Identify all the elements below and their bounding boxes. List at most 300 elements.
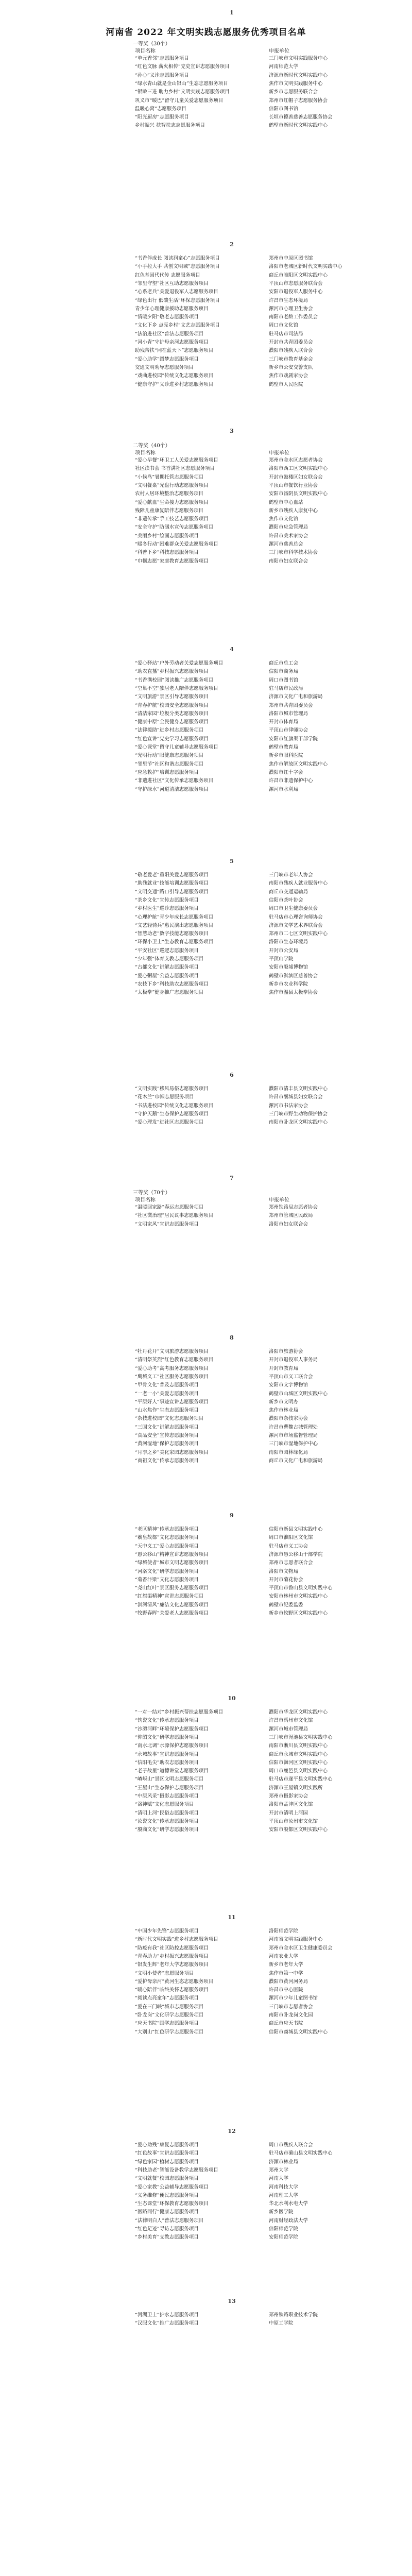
table-row xyxy=(0,1927,412,1936)
table-row xyxy=(0,297,412,305)
project-name: “卧龙岗”文化研学志愿服务项目 xyxy=(135,2012,204,2018)
project-name: “新时代文明实践”进乡村志愿服务项目 xyxy=(135,1937,218,1943)
award-section-label: 一等奖（30个） xyxy=(133,41,170,47)
project-name: “鹰城义工”社区服务志愿服务项目 xyxy=(135,1374,209,1380)
project-name: “文明旅游”景区引导志愿服务项目 xyxy=(135,694,209,700)
column-header-unit: 申报单位 xyxy=(269,48,289,54)
table-row xyxy=(0,2319,412,2328)
applicant-unit: 安阳市殷墟博物馆 xyxy=(269,964,308,971)
project-name: “中原风采”摄影志愿服务项目 xyxy=(135,1793,199,1799)
project-name: “小手拉大手 共创文明城”志愿服务项目 xyxy=(135,264,220,270)
table-row xyxy=(0,1365,412,1373)
table-row xyxy=(0,879,412,888)
applicant-unit: 南阳市残疾人就业服务中心 xyxy=(269,880,328,887)
applicant-unit: 平顶山市志愿服务联合会 xyxy=(269,280,323,286)
project-name: 青少年心理健康援助志愿服务项目 xyxy=(135,306,209,312)
table-row xyxy=(0,1601,412,1609)
table-row xyxy=(0,2233,412,2242)
applicant-unit: 郑州市金水区志愿者协会 xyxy=(269,457,323,463)
applicant-unit: 周口市文化馆 xyxy=(269,323,299,329)
project-name: “王屋山”生态保护志愿服务项目 xyxy=(135,1785,204,1791)
applicant-unit: 郑州市摄影家协会 xyxy=(269,1793,308,1799)
applicant-unit: 驻马店市司法局 xyxy=(269,331,303,337)
project-name: “戏曲进校园”传统文化志愿服务项目 xyxy=(135,373,214,379)
project-name: “汉服文化”推广志愿服务项目 xyxy=(135,2320,199,2327)
applicant-unit: 濮阳市杂技家协会 xyxy=(269,1416,308,1422)
table-row xyxy=(0,272,412,280)
project-name: “小候鸟”暑期托管志愿服务项目 xyxy=(135,474,204,480)
applicant-unit: 南阳市园林绿化局 xyxy=(269,1449,308,1455)
column-header-project: 项目名称 xyxy=(135,48,156,54)
project-name: “爱心助残”康复志愿服务项目 xyxy=(135,2142,199,2148)
applicant-unit: 开封市公安局 xyxy=(269,947,299,954)
project-name: “阳光厨房”志愿服务项目 xyxy=(135,114,189,121)
table-row xyxy=(0,2158,412,2166)
applicant-unit: 商丘市文化广电和旅游局 xyxy=(269,1458,323,1464)
project-name: “文明交通”路口引导志愿服务项目 xyxy=(135,889,209,895)
applicant-unit: 新乡市志愿服务联合会 xyxy=(269,89,318,95)
project-name: “爱护母亲河”黄河生态志愿服务项目 xyxy=(135,1978,214,1985)
project-name: “健康守护”义诊进乡村志愿服务项目 xyxy=(135,381,214,387)
project-name: “守护天鹅”生态保护志愿服务项目 xyxy=(135,1111,209,1117)
table-row xyxy=(0,1734,412,1742)
applicant-unit: 洛阳市老城区新时代文明实践中心 xyxy=(269,264,342,270)
table-row xyxy=(0,1792,412,1801)
project-name: “青春护航”校园安全志愿服务项目 xyxy=(135,702,209,708)
applicant-unit: 濮阳市残疾人联合会 xyxy=(269,348,313,354)
project-name: “清明上河”民俗志愿服务项目 xyxy=(135,1810,199,1816)
project-name: “爱心助考”高考服务志愿服务项目 xyxy=(135,1365,209,1371)
table-row xyxy=(0,1551,412,1559)
applicant-unit: 许昌市中心医院 xyxy=(269,1987,303,1993)
table-row xyxy=(0,1708,412,1717)
project-name: “敬老爱老”重阳关爱志愿服务项目 xyxy=(135,872,209,878)
applicant-unit: 河南理工大学 xyxy=(269,2192,299,2198)
applicant-unit: 郑州市志愿者联合会 xyxy=(269,1560,313,1566)
project-name: “光明行动”眼健康志愿服务项目 xyxy=(135,753,204,759)
page-number: 11 xyxy=(228,1914,236,1921)
table-row xyxy=(0,2200,412,2208)
project-name: “南水北调”水源保护志愿服务项目 xyxy=(135,1743,209,1749)
project-name: “应天书院”国学志愿服务项目 xyxy=(135,2021,199,2027)
project-name: “嵖岈山”景区文明志愿服务项目 xyxy=(135,1776,204,1783)
table-row xyxy=(0,786,412,794)
applicant-unit: 洛阳市西工区文明实践中心 xyxy=(269,466,328,472)
project-name: “青春助力”乡村振兴志愿服务项目 xyxy=(135,1953,209,1959)
table-row xyxy=(0,2149,412,2158)
project-name: “科技助老”智能设备教学志愿服务项目 xyxy=(135,2167,218,2173)
table-row xyxy=(0,659,412,668)
table-row xyxy=(0,1944,412,1953)
project-name: “助农直播”乡村振兴志愿服务项目 xyxy=(135,669,209,675)
project-name: “科普下乡”科技志愿服务项目 xyxy=(135,550,199,556)
applicant-unit: 焦作市文化馆 xyxy=(269,516,299,522)
applicant-unit: 郑州市红帽子志愿服务协会 xyxy=(269,97,328,104)
column-header-project: 项目名称 xyxy=(135,1197,156,1203)
table-row xyxy=(0,947,412,955)
project-name: “环保小卫士”生态教育志愿服务项目 xyxy=(135,939,214,945)
applicant-unit: 焦作市第一中学 xyxy=(269,1970,303,1976)
project-name: “爱心家教”公益辅导志愿服务项目 xyxy=(135,2184,209,2190)
applicant-unit: 漯河市心理卫生协会 xyxy=(269,306,313,312)
project-name: “三国文化”讲解志愿服务项目 xyxy=(135,1424,199,1430)
applicant-unit: 长垣市德善慈善志愿服务协会 xyxy=(269,114,333,121)
table-row xyxy=(0,955,412,963)
doc-page xyxy=(0,1914,412,2110)
project-name: “平安社区”巡逻志愿服务项目 xyxy=(135,947,199,954)
table-row xyxy=(0,2225,412,2233)
project-name: “阅读点亮童年”志愿服务项目 xyxy=(135,1995,199,2002)
project-name: “商祖文化”传承志愿服务项目 xyxy=(135,1458,199,1464)
project-name: 巩义市“暖巴”留守儿童关爱志愿服务项目 xyxy=(135,97,224,104)
table-row xyxy=(0,1784,412,1792)
applicant-unit: 商丘市应天书院 xyxy=(269,2021,303,2027)
table-row xyxy=(0,718,412,726)
table-row xyxy=(0,1110,412,1118)
applicant-unit: 南阳市卧龙岗文化园 xyxy=(269,2012,313,2018)
applicant-unit: 济源市王屋镇文明实践所 xyxy=(269,1785,323,1791)
project-name: “乡村美育”支教志愿服务项目 xyxy=(135,2234,199,2241)
table-row xyxy=(0,1204,412,1212)
project-name: “天中义工”爱心志愿服务项目 xyxy=(135,1543,199,1549)
applicant-unit: 焦作市解放区文明实践中心 xyxy=(269,761,328,767)
project-name: “孙心”义诊志愿服务项目 xyxy=(135,72,189,78)
table-row xyxy=(0,896,412,905)
project-name: “甲骨文化”普及志愿服务项目 xyxy=(135,1382,199,1388)
applicant-unit: 驻马店市义工协会 xyxy=(269,1543,308,1549)
applicant-unit: 开封市鼓楼区妇女联合会 xyxy=(269,474,323,480)
applicant-unit: 河南科技大学 xyxy=(269,2184,299,2190)
table-row xyxy=(0,1809,412,1818)
project-name: “清洁家园”垃圾分类志愿服务项目 xyxy=(135,710,209,717)
applicant-unit: 驻马店市确山县文明实践中心 xyxy=(269,2150,333,2157)
award-section-label: 二等奖（40个） xyxy=(133,443,170,449)
table-row xyxy=(0,922,412,930)
applicant-unit: 新乡市农业科学院 xyxy=(269,981,308,987)
applicant-unit: 南阳市卧龙区文明实践中心 xyxy=(269,1120,328,1126)
applicant-unit: 许昌市生态环境局 xyxy=(269,297,308,303)
applicant-unit: 郑州市共青团委员会 xyxy=(269,702,313,708)
doc-page xyxy=(0,241,412,437)
applicant-unit: 焦作市温县太极拳协会 xyxy=(269,990,318,996)
applicant-unit: 许昌市禹州市文化馆 xyxy=(269,1718,313,1724)
applicant-unit: 周口市图书馆 xyxy=(269,677,299,683)
applicant-unit: 三门峡市文明实践服务中心 xyxy=(269,56,328,61)
table-row xyxy=(0,355,412,364)
table-row xyxy=(0,1818,412,1826)
applicant-unit: 河南农业大学 xyxy=(269,1953,299,1959)
project-name: “羲皇故都”文化志愿服务项目 xyxy=(135,1535,199,1541)
project-name: “巾帼志愿”家庭教育志愿服务项目 xyxy=(135,558,209,564)
project-name: “黄河湿地”保护志愿服务项目 xyxy=(135,1441,199,1447)
table-row xyxy=(0,97,412,105)
page-number: 13 xyxy=(228,2298,236,2304)
project-name: “暖冬行动”困难群众关爱志愿服务项目 xyxy=(135,541,218,547)
table-row xyxy=(0,305,412,313)
project-name: “河小青”守护母亲河志愿服务项目 xyxy=(135,340,209,345)
applicant-unit: 鹤壁市教育局 xyxy=(269,744,299,750)
applicant-unit: 河南师范大学 xyxy=(269,64,299,70)
applicant-unit: 许昌市美术家协会 xyxy=(269,533,308,539)
applicant-unit: 安阳市殷都区文明实践中心 xyxy=(269,1827,328,1833)
applicant-unit: 周口市卫生健康委员会 xyxy=(269,906,318,912)
table-row xyxy=(0,2020,412,2028)
table-row xyxy=(0,1584,412,1592)
applicant-unit: 平顶山学院 xyxy=(269,956,294,962)
table-row xyxy=(0,507,412,515)
project-name: “洛神赋”文化志愿服务项目 xyxy=(135,1802,194,1808)
applicant-unit: 鹤壁市山城区文明实践中心 xyxy=(269,1391,328,1397)
table-row xyxy=(0,482,412,490)
table-row xyxy=(0,1085,412,1093)
applicant-unit: 郑州铁路职业技术学院 xyxy=(269,2312,318,2318)
project-name: “法律援助”进乡村志愿服务项目 xyxy=(135,727,204,734)
page-number: 10 xyxy=(228,1695,236,1702)
table-row xyxy=(0,769,412,777)
table-row xyxy=(0,122,412,130)
applicant-unit: 开封市退役军人事务局 xyxy=(269,1357,318,1363)
table-row xyxy=(0,1801,412,1809)
project-name: “非遗进社区”文化传承志愿服务项目 xyxy=(135,778,214,784)
applicant-unit: 开封市菊花协会 xyxy=(269,1577,303,1583)
project-name: “银发生辉”老年大学志愿服务项目 xyxy=(135,1962,209,1968)
applicant-unit: 信阳市商务局 xyxy=(269,669,299,675)
table-row xyxy=(0,1348,412,1356)
applicant-unit: 鹤壁市淇滨区慈善协会 xyxy=(269,973,318,979)
table-row xyxy=(0,1609,412,1618)
project-name: “邻里节”社区和谐志愿服务项目 xyxy=(135,761,204,767)
table-row xyxy=(0,105,412,113)
project-name: “淇河清风”廉洁文化志愿服务项目 xyxy=(135,1602,209,1608)
applicant-unit: 鹤壁市人民医院 xyxy=(269,381,303,387)
applicant-unit: 焦作市戏剧家协会 xyxy=(269,373,308,379)
applicant-unit: 许昌市曹魏古城管理处 xyxy=(269,1424,318,1430)
table-row xyxy=(0,2028,412,2037)
applicant-unit: 开封市共青团委员会 xyxy=(269,340,313,345)
page-number: 9 xyxy=(230,1512,234,1519)
table-row xyxy=(0,2183,412,2192)
table-row xyxy=(0,499,412,507)
table-row xyxy=(0,2166,412,2175)
project-name: “古都文化”讲解志愿服务项目 xyxy=(135,964,199,971)
table-row xyxy=(0,888,412,896)
applicant-unit: 中原工学院 xyxy=(269,2320,294,2327)
project-name: “菊香汴梁”文化志愿服务项目 xyxy=(135,1577,199,1583)
applicant-unit: 洛阳市孟津区文化馆 xyxy=(269,1802,313,1808)
table-row xyxy=(0,1457,412,1465)
project-name: “绿水青山就是金山银山”生态志愿服务项目 xyxy=(135,80,228,87)
applicant-unit: 商丘市交通运输局 xyxy=(269,889,308,895)
project-name: “红色足迹”寻访志愿服务项目 xyxy=(135,2226,199,2232)
project-name: “单元香邻”志愿服务项目 xyxy=(135,56,189,61)
project-name: “文化下乡 点亮乡村”文艺志愿服务项目 xyxy=(135,323,220,329)
applicant-unit: 洛阳市城市管理局 xyxy=(269,710,308,717)
table-row xyxy=(0,2003,412,2011)
table-row xyxy=(0,1568,412,1576)
project-name: “社区微治理”居民议事志愿服务项目 xyxy=(135,1213,214,1219)
applicant-unit: 济源市愚公移山干部学院 xyxy=(269,1551,323,1557)
project-name: “殷商文化”研学志愿服务项目 xyxy=(135,1827,199,1833)
applicant-unit: 鹤壁市新时代文明实践中心 xyxy=(269,123,328,129)
table-row xyxy=(0,1406,412,1415)
project-name: “平原好人”事迹宣讲志愿服务项目 xyxy=(135,1399,209,1405)
project-name: “爱在三门峡”城市志愿服务项目 xyxy=(135,2004,204,2010)
project-name: “法治进社区”普法志愿服务项目 xyxy=(135,331,204,337)
project-name: “爱心驿站”户外劳动者关爱志愿服务项目 xyxy=(135,660,224,666)
table-row xyxy=(0,1398,412,1406)
applicant-unit: 漯河市慈善总会 xyxy=(269,541,303,547)
project-name: “爱心早餐”环卫工人关爱志愿服务项目 xyxy=(135,457,218,463)
applicant-unit: 安阳市汤阴县文明实践中心 xyxy=(269,491,328,497)
table-row xyxy=(0,930,412,938)
project-name: “爱心粥屋”公益志愿服务项目 xyxy=(135,973,199,979)
table-row xyxy=(0,2208,412,2216)
table-row xyxy=(0,735,412,743)
table-row xyxy=(0,668,412,676)
applicant-unit: 信阳市浉河区文明实践中心 xyxy=(269,1759,328,1766)
project-name: “信阳毛尖”助农志愿服务项目 xyxy=(135,1759,199,1766)
table-row xyxy=(0,55,412,63)
table-row xyxy=(0,1936,412,1944)
table-row xyxy=(0,321,412,330)
table-row xyxy=(0,1751,412,1759)
applicant-unit: 洛阳市文物局 xyxy=(269,1568,299,1574)
page-number: 4 xyxy=(230,646,234,653)
project-name: 温暖心窝”志愿服务项目 xyxy=(135,106,186,112)
applicant-unit: 三门峡市志愿者协会 xyxy=(269,2004,313,2010)
project-name: 社区读书会 书香满社区志愿服务项目 xyxy=(135,466,215,472)
table-row xyxy=(0,1986,412,1994)
applicant-unit: 洛阳市旅游协会 xyxy=(269,1349,303,1354)
document-title: 河南省 2022 年文明实践志愿服务优秀项目名单 xyxy=(106,27,306,38)
applicant-unit: 信阳师范学院 xyxy=(269,2226,299,2232)
page-number: 2 xyxy=(230,241,234,248)
applicant-unit: 信阳市茶叶协会 xyxy=(269,897,303,903)
table-row xyxy=(0,1953,412,1961)
project-name: “食品安全”宣传志愿服务项目 xyxy=(135,1433,199,1438)
project-name: “爱心助学”圆梦志愿服务项目 xyxy=(135,356,199,362)
project-name: “绿城使者”城市文明志愿服务项目 xyxy=(135,1560,209,1566)
project-name: “文明家风”宣讲志愿服务项目 xyxy=(135,1221,199,1227)
table-row xyxy=(0,685,412,693)
applicant-unit: 郑州市金水区卫生健康委员会 xyxy=(269,1945,333,1951)
table-row xyxy=(0,113,412,122)
applicant-unit: 郑州铁路局志愿者协会 xyxy=(269,1205,318,1210)
table-row xyxy=(0,80,412,88)
doc-page xyxy=(0,2298,412,2494)
project-name: 交通文明劝导志愿服务项目 xyxy=(135,364,194,370)
table-row xyxy=(0,1543,412,1551)
project-name: “法律明白人”普法志愿服务项目 xyxy=(135,2217,204,2224)
page-number: 8 xyxy=(230,1334,234,1341)
table-row xyxy=(0,532,412,540)
page-number: 5 xyxy=(230,858,234,865)
project-name: “守护绿水”河道清洁志愿服务项目 xyxy=(135,786,209,792)
table-row xyxy=(0,381,412,389)
project-name: “文明餐桌”光盘行动志愿服务项目 xyxy=(135,482,209,488)
table-row xyxy=(0,760,412,769)
doc-page xyxy=(0,9,412,205)
table-row xyxy=(0,1102,412,1110)
applicant-unit: 新乡市牧野区文明实践中心 xyxy=(269,1611,328,1616)
project-name: 农村人居环境整治志愿服务项目 xyxy=(135,491,204,497)
project-name: “茶乡文化”宣传志愿服务项目 xyxy=(135,897,199,903)
doc-page xyxy=(0,428,412,623)
table-row xyxy=(0,1826,412,1834)
table-row xyxy=(0,347,412,355)
project-name: “美丽乡村”绘画志愿服务项目 xyxy=(135,533,199,539)
applicant-unit: 南阳市老龄工作委员会 xyxy=(269,314,318,320)
project-name: “太极拳”健身推广志愿服务项目 xyxy=(135,990,204,996)
applicant-unit: 焦作市文明实践服务中心 xyxy=(269,80,323,87)
project-name: “红色宣讲”党史学习志愿服务项目 xyxy=(135,736,209,742)
applicant-unit: 濮阳市红十字会 xyxy=(269,769,303,775)
project-name: “红旗渠精神”宣讲志愿服务项目 xyxy=(135,1594,204,1600)
column-header-unit: 申报单位 xyxy=(269,1197,289,1203)
project-name: “农技下乡”科技助农志愿服务项目 xyxy=(135,981,209,987)
table-row xyxy=(0,1759,412,1767)
doc-page xyxy=(0,1512,412,1708)
applicant-unit: 郑州大学 xyxy=(269,2167,289,2173)
table-row xyxy=(0,1994,412,2003)
table-row xyxy=(0,693,412,701)
table-row xyxy=(0,473,412,482)
project-name: “暖心陪伴”临终关怀志愿服务项目 xyxy=(135,1987,209,1993)
table-row xyxy=(0,1970,412,1978)
table-row xyxy=(0,2011,412,2020)
table-row xyxy=(0,1449,412,1457)
project-name: “情暖夕阳”敬老志愿服务项目 xyxy=(135,314,199,320)
project-name: “大别山”红色研学志愿服务项目 xyxy=(135,2029,204,2035)
table-row xyxy=(0,338,412,347)
table-row xyxy=(0,702,412,710)
table-row xyxy=(0,456,412,465)
page-number: 1 xyxy=(230,9,234,16)
applicant-unit: 济源市文化广电和旅游局 xyxy=(269,694,323,700)
table-row xyxy=(0,1534,412,1542)
table-row xyxy=(0,905,412,913)
project-name: “花木兰”巾帼志愿服务项目 xyxy=(135,1094,194,1100)
table-row xyxy=(0,490,412,498)
table-row xyxy=(0,557,412,566)
table-row xyxy=(0,1592,412,1601)
page-number: 12 xyxy=(228,2128,236,2134)
project-name: “应急救护”培训志愿服务项目 xyxy=(135,769,199,775)
applicant-unit: 郑州市二七区文明实践中心 xyxy=(269,931,328,937)
project-name: “老子故里”道德讲堂志愿服务项目 xyxy=(135,1768,209,1774)
project-name: “安全守护”防溺水宣传志愿服务项目 xyxy=(135,524,214,531)
project-name: 乡村振兴 扶智扶志志愿服务项目 xyxy=(135,123,205,129)
column-header-project: 项目名称 xyxy=(135,450,156,456)
table-row xyxy=(0,549,412,557)
applicant-unit: 平顶山市鲁山县文明实践中心 xyxy=(269,1585,333,1591)
project-name: 残障儿童康复陪伴志愿服务项目 xyxy=(135,507,204,514)
table-row xyxy=(0,2141,412,2149)
table-row xyxy=(0,72,412,80)
project-name: “一对一结对”乡村振兴帮扶志愿服务项目 xyxy=(135,1709,224,1715)
page-number: 6 xyxy=(230,1072,234,1078)
doc-page xyxy=(0,1695,412,1891)
table-row xyxy=(0,1978,412,1986)
applicant-unit: 河南大学 xyxy=(269,2176,289,2182)
page-number: 3 xyxy=(230,428,234,434)
table-row xyxy=(0,255,412,263)
table-row xyxy=(0,989,412,997)
project-name: 助残帮扶“同在蓝天下”志愿服务项目 xyxy=(135,348,214,354)
applicant-unit: 濮阳市清丰县文明实践中心 xyxy=(269,1086,328,1092)
table-row xyxy=(0,1559,412,1567)
applicant-unit: 南阳市妇女联合会 xyxy=(269,558,308,564)
